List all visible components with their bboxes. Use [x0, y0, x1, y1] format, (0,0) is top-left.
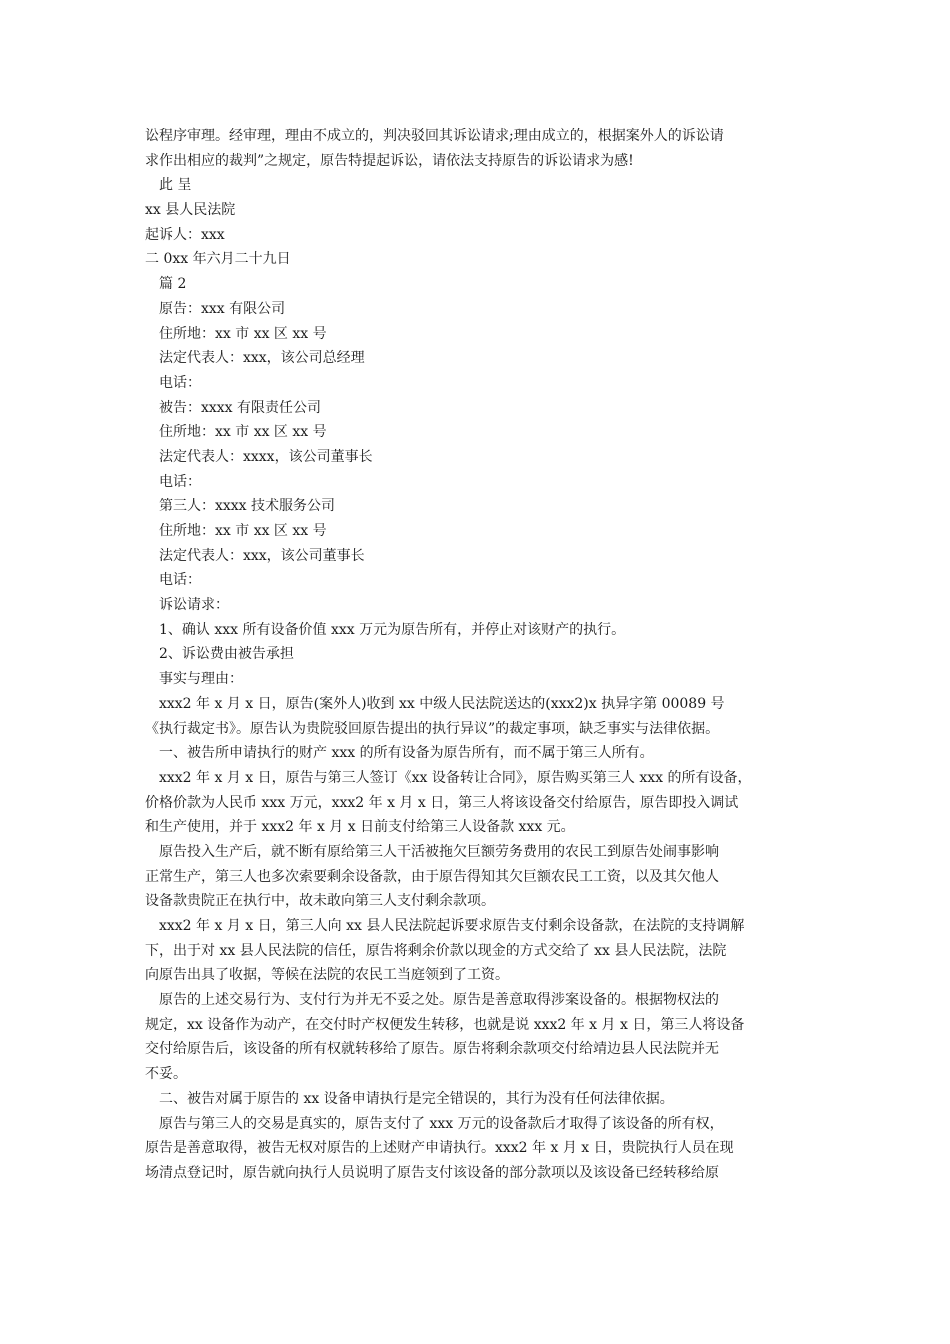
text-line: 事实与理由：	[159, 671, 243, 688]
text-line: 下，出于对 xx 县人民法院的信任，原告将剩余价款以现金的方式交给了 xx 县人民法院，法院	[145, 942, 727, 959]
text-line: 价格价款为人民币 xxx 万元，xxx2 年 x 月 x 日，第三人将该设备交付给原告，原告即投入调试	[145, 794, 739, 811]
text-line: 被告：xxxx 有限责任公司	[159, 399, 322, 416]
text-line: 设备款贵院正在执行中，故未敢向第三人支付剩余款项。	[145, 893, 495, 910]
text-line: 诉讼请求：	[159, 597, 229, 614]
text-line: 1、确认 xxx 所有设备价值 xxx 万元为原告所有，并停止对该财产的执行。	[159, 621, 626, 638]
text-line: 《执行裁定书》。原告认为贵院驳回原告提出的执行异议”的裁定事项，缺乏事实与法律依据。	[145, 720, 720, 737]
text-line: 求作出相应的裁判”之规定，原告特提起诉讼，请依法支持原告的诉讼请求为感!	[145, 152, 634, 169]
text-line: 讼程序审理。经审理，理由不成立的，判决驳回其诉讼请求;理由成立的，根据案外人的诉讼请	[145, 128, 724, 144]
text-line: 正常生产，第三人也多次索要剩余设备款，由于原告得知其欠巨额农民工工资，以及其欠他人	[145, 868, 719, 885]
text-line: xxx2 年 x 月 x 日，原告(案外人)收到 xx 中级人民法院送达的(xxx2)x 执异字第 00089 号	[159, 695, 725, 712]
text-line: 二 0xx 年六月二十九日	[145, 251, 291, 268]
text-line: 原告是善意取得，被告无权对原告的上述财产申请执行。xxx2 年 x 月 x 日，贵院执行人员在现	[145, 1140, 734, 1157]
text-line: 篇 2	[159, 276, 187, 293]
text-line: 法定代表人：xxx，该公司董事长	[159, 547, 365, 564]
text-line: 电话：	[159, 572, 201, 589]
text-line: 法定代表人：xxxx，该公司董事长	[159, 448, 373, 465]
text-line: xx 县人民法院	[145, 202, 236, 219]
text-line: 原告与第三人的交易是真实的，原告支付了 xxx 万元的设备款后才取得了该设备的所有权，	[159, 1115, 724, 1132]
text-line: 一、被告所申请执行的财产 xxx 的所有设备为原告所有，而不属于第三人所有。	[159, 745, 654, 762]
text-line: 原告：xxx 有限公司	[159, 300, 286, 317]
text-line: 不妥。	[145, 1066, 187, 1083]
document-page	[145, 124, 810, 1186]
text-line: 向原告出具了收据，等候在法院的农民工当庭领到了工资。	[145, 967, 509, 984]
text-line: 场清点登记时，原告就向执行人员说明了原告支付该设备的部分款项以及该设备已经转移给原	[145, 1164, 719, 1181]
text-line: 和生产使用，并于 xxx2 年 x 月 x 日前支付给第三人设备款 xxx 元。	[145, 819, 575, 836]
text-line: xxx2 年 x 月 x 日，第三人向 xx 县人民法院起诉要求原告支付剩余设备款，在法院的支持调解	[159, 918, 745, 934]
text-line: 原告的上述交易行为、支付行为并无不妥之处。原告是善意取得涉案设备的。根据物权法的	[159, 992, 719, 1009]
text-line: 起诉人：xxx	[145, 226, 225, 243]
text-line: 住所地：xx 市 xx 区 xx 号	[159, 325, 327, 342]
text-line: 规定，xx 设备作为动产，在交付时产权便发生转移，也就是说 xxx2 年 x 月 x 日，第三人将设备	[145, 1016, 745, 1033]
text-line: 交付给原告后，该设备的所有权就转移给了原告。原告将剩余款项交付给靖边县人民法院并无	[145, 1041, 719, 1058]
text-line: 二、被告对属于原告的 xx 设备申请执行是完全错误的，其行为没有任何法律依据。	[159, 1090, 674, 1107]
text-line: xxx2 年 x 月 x 日，原告与第三人签订《xx 设备转让合同》，原告购买第三人 xxx 的所有设备，	[159, 769, 752, 786]
text-line: 电话：	[159, 473, 201, 490]
text-line: 住所地：xx 市 xx 区 xx 号	[159, 523, 327, 539]
text-line: 法定代表人：xxx，该公司总经理	[159, 350, 365, 367]
text-line: 第三人：xxxx 技术服务公司	[159, 498, 336, 515]
text-line: 此 呈	[159, 177, 192, 194]
text-line: 2、诉讼费由被告承担	[159, 646, 294, 663]
text-line: 电话：	[159, 374, 201, 391]
text-line: 原告投入生产后，就不断有原给第三人干活被拖欠巨额劳务费用的农民工到原告处闹事影响	[159, 843, 719, 860]
text-line: 住所地：xx 市 xx 区 xx 号	[159, 424, 327, 441]
